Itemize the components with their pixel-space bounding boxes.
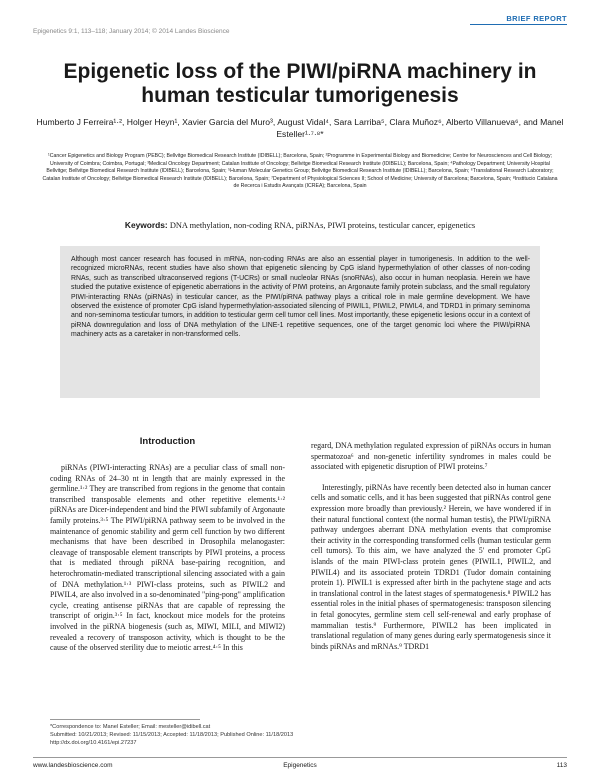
footnotes — [50, 723, 293, 748]
abstract: Although most cancer research has focused in mRNA, non-coding RNAs are also an essential player in tumorigenesis. In addition to the well-recognized microRNAs, recent studies have also shown that epigenetic silencing by CpG island hypermethylation of other classes of non-coding RNAs, such as transcribed ultraconserved regions (T-UCRs) or small nucleolar RNAs (snoRNAs), also occur in human neoplasia. Herein we have studied the putative existence of epigenetic aberrations in the activity of PIWI proteins, an Argonaute family protein subclass, and the small regulatory PIWI-interacting RNAs (piRNAs) in testicular cancer, as the PIWI/piRNA pathway plays a critical role in male germline development. We have observed the existence of promoter CpG island hypermethylation-associated silencing of PIWIL1, PIWIL2, PIWIL4, and TDRD1 in primary seminoma and non-seminoma testicular tumors, in addition to testicular germ cell tumor cell lines. Most importantly, these epigenetic lesions occur in a context of piRNA downregulation and loss of DNA methylation of the LINE-1 repetitive sequences, one of the target genomic loci where the PIWI/piRNA machinery acts as a caretaker in non-transformed cells. — [71, 256, 530, 339]
dates-note: Submitted: 10/21/2013; Revised: 11/15/2013; Accepted: 11/18/2013; Published Online: 11/18/2013 — [50, 732, 294, 739]
body-column-right — [311, 441, 551, 652]
affiliations: ¹Cancer Epigenetics and Biology Program (PEBC); Bellvitge Biomedical Research Institute (IDIBELL); Barcelona, Spain; ²Programme in Experimental Biology and Biomedicine; Centre for Neurosciences and Cell Biology; University of Coimbra; Coimbra, Portugal; ³Medical Oncology Department; Catalan Institute of Oncology; Bellvitge Biomedical Research Institute (IDIBELL); Barcelona, Spain; ⁴Pathology Department; University Hospital Bellvitge; Bellvitge Biomedical Research Institute (IDIBELL); Barcelona, Spain; ⁵Human Molecular Genetics Group; Bellvitge Biomedical Research Institute (IDIBELL); Barcelona, Spain; ⁶Translational Research Laboratory; Catalan Institute of Oncology; Bellvitge Biomedical Research Institute (IDIBELL); Barcelona, Spain; ⁷Department of Physiological Sciences II; School of Medicine; University of Barcelona; Barcelona, Spain; ⁸Institucio Catalana de Recerca i Estudis Avançats (ICREA); Barcelona, Spain — [42, 153, 558, 190]
header-rule — [470, 24, 567, 25]
author-list: Humberto J Ferreira¹·², Holger Heyn¹, Xavier Garcia del Muro³, August Vidal⁴, Sara Larriba⁵, Clara Muñoz⁶, Alberto Villanueva⁶, and Manel Esteller¹·⁷·⁸* — [36, 117, 564, 139]
footer-website[interactable]: www.landesbioscience.com — [33, 762, 113, 769]
footer-rule — [33, 757, 567, 758]
correspondence-note: *Correspondence to: Manel Esteller; Email: mesteller@idibell.cat — [50, 724, 211, 730]
keywords-label: Keywords: — [124, 220, 168, 230]
journal-citation: Epigenetics 9:1, 113–118; January 2014; © 2014 Landes Bioscience — [33, 28, 230, 35]
doi-link[interactable]: http://dx.doi.org/10.4161/epi.27237 — [50, 740, 137, 747]
body-column-left — [50, 463, 285, 654]
section-heading-introduction: Introduction — [139, 436, 196, 447]
footer-journal: Epigenetics — [283, 762, 317, 769]
body-paragraph: piRNAs (PIWI-interacting RNAs) are a peculiar class of small non-coding RNAs of 24–30 nt in length that are mainly expressed in the germline.¹·² They are transcribed from regions in the genome that contain transcribed transposable elements and other repetitive elements.¹·² piRNAs are Dicer-independent and bind the PIWI subfamily of Argonaute family proteins.³·⁵ The PIWI/piRNA pathway seem to be involved in the maintenance of genomic stability and germ cell function by two different mechanisms that have been described in Drosophila melanogaster: cleavage of transposable element transcripts by PIWI proteins, a process that is mediated through piRNA base-pairing recognition, and heterochromatin-mediated transcriptional silencing associated with a gain of DNA methylation.¹·³ PIWI-class proteins, such as PIWIL2 and PIWIL4, are also involved in a so-denominated "ping-pong" amplification cycle, creating antisense piRNAs that are capable of repressing the transcript of origin.³·⁵ In fact, knockout mice models for the proteins involved in the piRNA biogenesis (such as, MIWI, MILI, and MIWI2) revealed a recovery of transposon activity, which is thought to be the cause of the observed sterility due to meiotic arrest.⁴·⁵ In this — [50, 463, 285, 653]
report-type-label: BRIEF REPORT — [506, 14, 567, 23]
body-paragraph: Interestingly, piRNAs have recently been detected also in human cancer cells and somatic cells, and it has been suggested that piRNAs control gene expression more broadly than previously.² Herein, we have wondered if in their natural functional context (the normal human testis), the PIWI/piRNA pathway undergoes aberrant DNA methylation events that compromise their activity in the corresponding transformed cells (human testicular germ cell tumors). To this aim, we have analyzed the 5' end promoter CpG islands of the main PIWI-class protein genes (PIWIL1, PIWIL2, and PIWIL4) and its associated protein TDRD1 (Tudor domain containing protein 1). PIWIL1 is expressed after birth in the pachytene stage and acts in translational control in the latest stages of spermatogenesis.⁸ PIWIL2 has essential roles in the initial phases of spermatogenesis: transposon silencing in fetal gonocytes, germline stem cell self-renewal and early prophase of mammalian testis.⁹ Furthermore, PIWIL2 has been implicated in translational regulation of many genes during early spermatogenesis since it binds piRNAs and mRNAs.⁹ TDRD1 — [311, 482, 551, 651]
article-title: Epigenetic loss of the PIWI/piRNA machinery in human testicular tumorigenesis — [63, 60, 537, 107]
body-paragraph: regard, DNA methylation regulated expression of piRNAs occurs in human spermatozoa⁶ and non-genetic infertility syndromes in males could be associated with epigenetic disruption of PIWI proteins.⁷ — [311, 441, 551, 472]
keywords-list: DNA methylation, non-coding RNA, piRNAs, PIWI proteins, testicular cancer, epigenetics — [169, 221, 476, 230]
keywords — [33, 220, 567, 230]
footnote-rule — [50, 719, 200, 720]
page-number: 113 — [556, 762, 567, 769]
